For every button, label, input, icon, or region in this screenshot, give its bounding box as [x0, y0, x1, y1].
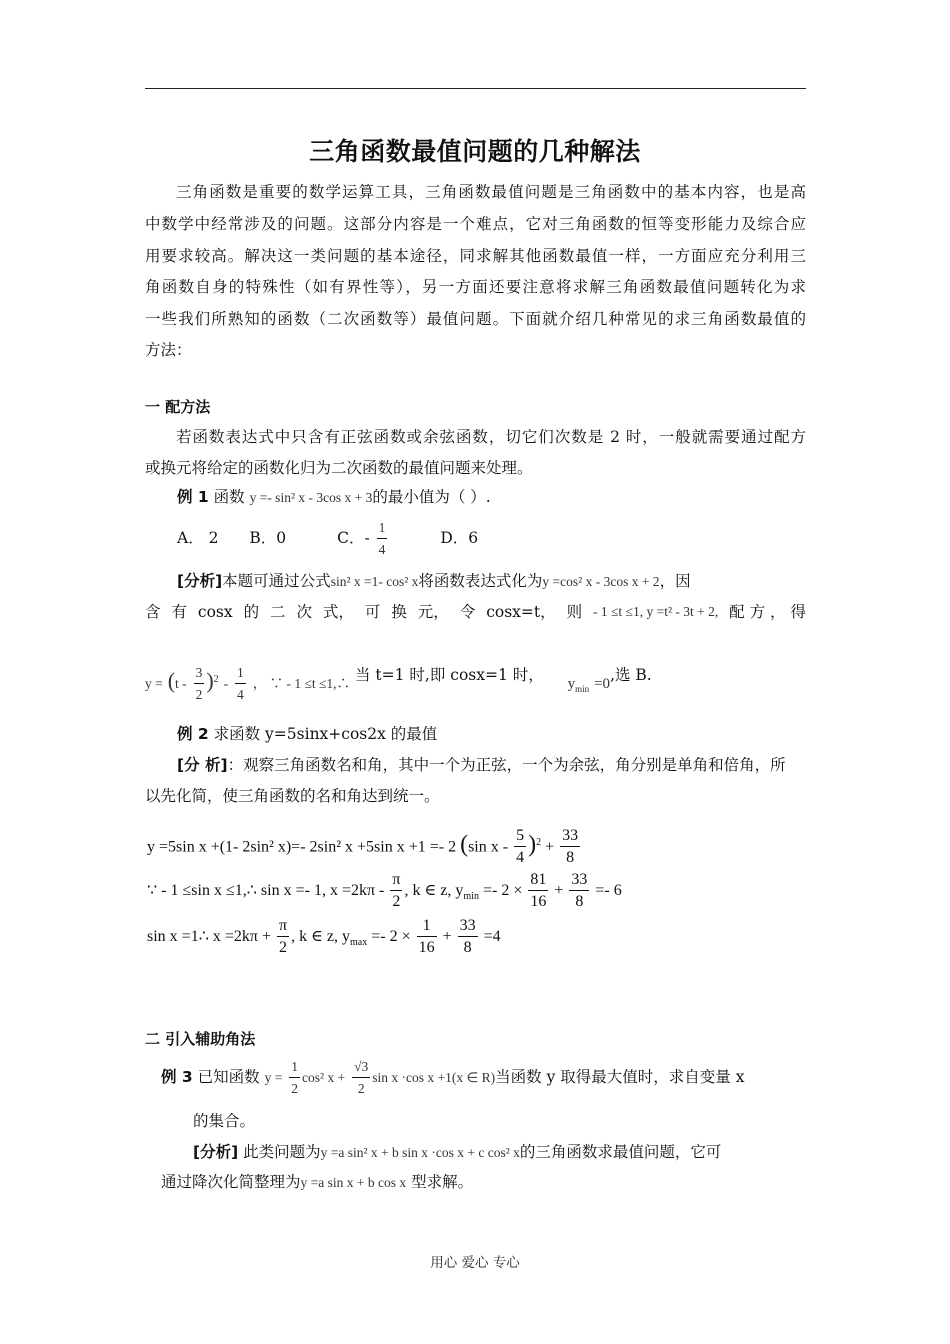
analysis-1-formula-1: sin² x =1- cos² x	[330, 574, 419, 589]
analysis-2-label: [分 析]	[177, 756, 228, 774]
intro-line-3: 用要求较高。解决这一类问题的基本途径，同求解其他函数最值一样，一方面应充分利用三	[145, 247, 806, 265]
fraction-denominator: 2	[195, 686, 203, 702]
analysis-1-formula-4d: ， ∵ - 1 ≤t ≤1,∴	[252, 676, 351, 691]
fraction-numerator: √3	[352, 1057, 370, 1078]
fraction-denominator: 8	[566, 849, 575, 867]
analysis-1-label: [分析]	[177, 572, 223, 590]
analysis-3-formula-1: y =a sin² x + b sin x ·cos x + c cos² x	[320, 1145, 520, 1160]
fraction-denominator: 16	[418, 938, 435, 956]
fraction-numerator: 1	[289, 1057, 300, 1078]
equation-2-fraction-81-16	[528, 870, 548, 913]
equation-2-plus: +	[554, 882, 564, 899]
equation-3-fraction-pi-2	[277, 916, 289, 959]
equation-3-result: =4	[483, 928, 501, 945]
analysis-3-label: [分析]	[193, 1143, 239, 1161]
equation-1-lhs: y =5sin x +(1- 2sin² x)=- 2sin² x +5sin x +1 =- 2	[147, 838, 457, 856]
analysis-3-formula-2: y =a sin x + b cos x	[300, 1175, 407, 1190]
analysis-1-formula-3: - 1 ≤t ≤1, y =t² - 3t + 2,	[593, 604, 719, 619]
analysis-2-text-1: ：观察三角函数名和角，其中一个为正弦，一个为余弦，角分别是单角和倍角，所	[227, 756, 786, 774]
equation-3-fraction-1-16	[417, 916, 437, 959]
analysis-1-line-2	[145, 602, 806, 622]
fraction-numerator: π	[390, 870, 402, 891]
option-c-den: 4	[378, 541, 386, 557]
header-rule	[145, 88, 806, 89]
analysis-1-word: cosx	[197, 603, 233, 621]
example-3-post: 当函数 y 取得最大值时，求自变量 x	[495, 1068, 745, 1086]
equation-1: y =5sin x +(1- 2sin² x)=- 2sin² x +5sin x +1 =- 2 (sin x - $\frac{5}{4}$ )$^2$ + $\frac{33}{8}$	[147, 820, 582, 870]
fraction-numerator: 33	[569, 870, 589, 891]
analysis-1-word: 的	[243, 603, 260, 621]
intro-line-4: 角函数自身的特殊性（如有界性等），另一方面还要注意将求解三角函数最值问题转化为求	[145, 278, 806, 296]
analysis-3-text-4: 型求解。	[411, 1173, 474, 1191]
option-d: D．6	[440, 529, 479, 547]
analysis-1-formula-4a: y =	[145, 676, 163, 691]
section1-para-line-2: 或换元将给定的函数化归为二次函数的最值问题来处理。	[145, 459, 533, 477]
analysis-1-word: 含	[145, 603, 161, 621]
example-1-label: 例 1	[177, 488, 209, 506]
fraction-numerator: π	[277, 916, 289, 937]
example-2-label: 例 2	[177, 725, 209, 743]
analysis-1-line-1	[177, 571, 691, 592]
example-3-formula-b: cos² x +	[302, 1070, 346, 1085]
equation-2-fraction-pi-2	[390, 870, 402, 913]
example-3-line-2: 的集合。	[193, 1112, 256, 1130]
fraction-denominator: 2	[291, 1080, 299, 1096]
fraction-denominator: 16	[530, 892, 547, 910]
fraction-numerator: 1	[235, 663, 246, 684]
page-footer: 用心 爱心 专心	[430, 1255, 520, 1271]
analysis-1-formula-4b: t -	[175, 676, 187, 691]
equation-3-mid: , k ∈ z, y	[291, 928, 351, 945]
example-2	[177, 724, 437, 744]
analysis-3-line-2	[161, 1172, 473, 1193]
example-3-fraction-1-2	[289, 1057, 300, 1100]
analysis-1-ymin-value: =0	[594, 676, 611, 692]
section-heading-2: 二 引入辅助角法	[145, 1030, 256, 1048]
analysis-3-line-1	[193, 1142, 721, 1163]
equation-1-plus: +	[545, 838, 555, 856]
analysis-1-ymin: y	[567, 676, 576, 692]
option-c-fraction	[377, 518, 388, 561]
analysis-1-formula-2: y =cos² x - 3cos x + 2	[542, 574, 660, 589]
analysis-1-text-3: ，因	[659, 572, 691, 590]
equation-1-fraction-33-8	[560, 826, 580, 869]
equation-1-fraction-5-4	[514, 826, 526, 869]
analysis-3-text-1: 此类问题为	[243, 1143, 321, 1161]
analysis-2-line-1	[177, 755, 806, 775]
example-1-pre: 函数	[213, 488, 245, 506]
equation-2-mid: , k ∈ z, y	[404, 882, 464, 899]
analysis-1-text-1: 本题可通过公式	[222, 572, 331, 590]
equation-3-fraction-33-8	[458, 916, 478, 959]
analysis-1-line-3: y = (t - $\frac{3}{2}$ )$^2$ - $\frac{1}{4}$ ， ∵ - 1 ≤t ≤1,∴ 当 t=1 时,即 cosx=1 时， $y_{min} =0$,选 B.	[145, 652, 652, 712]
example-3-pre: 已知函数	[197, 1068, 260, 1086]
analysis-1-text-2: 将函数表达式化为	[418, 572, 543, 590]
analysis-1-fraction-3-2	[194, 663, 205, 706]
option-b: B．0	[249, 529, 287, 547]
equation-3-lhs: sin x =1∴ x =2kπ +	[147, 928, 271, 945]
example-3-fraction-sqrt3-2	[352, 1057, 370, 1100]
fraction-denominator: 4	[237, 686, 244, 702]
fraction-denominator: 2	[392, 892, 401, 910]
fraction-numerator: 3	[194, 663, 205, 684]
equation-3	[147, 914, 501, 966]
fraction-denominator: 8	[463, 938, 472, 956]
page-title: 三角函数最值问题的几种解法	[309, 137, 641, 166]
fraction-numerator: 33	[560, 826, 580, 847]
fraction-numerator: 81	[528, 870, 548, 891]
equation-2-result: =- 6	[595, 882, 622, 899]
example-1-post: 的最小值为（ ）.	[372, 488, 491, 506]
example-3-formula-a: y =	[264, 1070, 283, 1085]
analysis-3-text-3: 通过降次化简整理为	[161, 1173, 301, 1191]
analysis-1-text-5: 当 t=1 时,即 cosx=1 时，	[354, 666, 544, 684]
analysis-1-word: 有	[171, 603, 187, 621]
example-1-formula: y =- sin² x - 3cos x + 3	[249, 490, 373, 505]
example-1	[177, 487, 491, 508]
fraction-denominator: 4	[516, 849, 525, 867]
option-a: A． 2	[177, 529, 219, 547]
analysis-3-text-2: 的三角函数求最值问题，它可	[519, 1143, 722, 1161]
section-heading-1: 一 配方法	[145, 398, 211, 416]
example-3-formula-c: sin x ·cos x +1(x ∈ R)	[372, 1070, 496, 1085]
fraction-numerator: 1	[417, 916, 437, 937]
intro-line-6: 方法：	[145, 341, 192, 359]
equation-3-times: =- 2 ×	[371, 928, 411, 945]
analysis-1-word: 则	[566, 603, 583, 621]
fraction-numerator: 5	[514, 826, 526, 847]
equation-2-lhs: ∵ - 1 ≤sin x ≤1,∴ sin x =- 1, x =2kπ -	[147, 882, 385, 899]
intro-line-5: 一些我们所熟知的函数（二次函数等）最值问题。下面就介绍几种常见的求三角函数最值的	[145, 310, 806, 328]
option-c: C．-	[337, 529, 370, 547]
analysis-1-word: 元，	[417, 603, 449, 621]
ymin-subscript: min	[575, 684, 590, 695]
equation-2	[147, 868, 622, 920]
ymin-subscript: min	[463, 891, 479, 903]
analysis-1-word: 换	[391, 603, 407, 621]
equation-2-times: =- 2 ×	[482, 882, 523, 899]
analysis-2-line-2: 以先化简，使三角函数的名和角达到统一。	[145, 787, 440, 805]
fraction-denominator: 2	[279, 938, 288, 956]
analysis-1-text-4: 配 方 ， 得	[729, 603, 806, 621]
analysis-1-fraction-1-4	[235, 663, 246, 706]
analysis-1-word: 令	[459, 603, 476, 621]
analysis-1-answer: ,选 B.	[610, 666, 652, 684]
analysis-1-word: 可	[364, 603, 381, 621]
analysis-1-word: cosx=t，	[486, 603, 556, 621]
example-3-label: 例 3	[161, 1068, 193, 1086]
fraction-numerator: 33	[458, 916, 478, 937]
fraction-denominator: 8	[575, 892, 584, 910]
analysis-1-word: 二	[270, 603, 286, 621]
option-c-num: 1	[377, 518, 388, 539]
intro-line-1: 三角函数是重要的数学运算工具，三角函数最值问题是三角函数中的基本内容，也是高	[176, 183, 806, 201]
analysis-1-word: 式，	[322, 603, 354, 621]
equation-2-fraction-33-8	[569, 870, 589, 913]
ymax-subscript: max	[350, 937, 368, 949]
intro-line-2: 中数学中经常涉及的问题。这部分内容是一个难点，它对三角函数的恒等变形能力及综合应	[145, 215, 806, 233]
example-3	[161, 1054, 744, 1101]
analysis-1-minus: -	[223, 676, 229, 691]
fraction-denominator: 2	[357, 1080, 365, 1096]
section1-para-line-1: 若函数表达式中只含有正弦函数或余弦函数，切它们次数是 2 时，一般就需要通过配方	[176, 428, 806, 446]
example-1-options	[177, 517, 478, 561]
equation-3-plus: +	[442, 928, 452, 945]
example-2-text: 求函数 y=5sinx+cos2x 的最值	[213, 725, 438, 743]
equation-1-inner: sin x -	[468, 838, 509, 856]
analysis-1-word: 次	[296, 603, 312, 621]
